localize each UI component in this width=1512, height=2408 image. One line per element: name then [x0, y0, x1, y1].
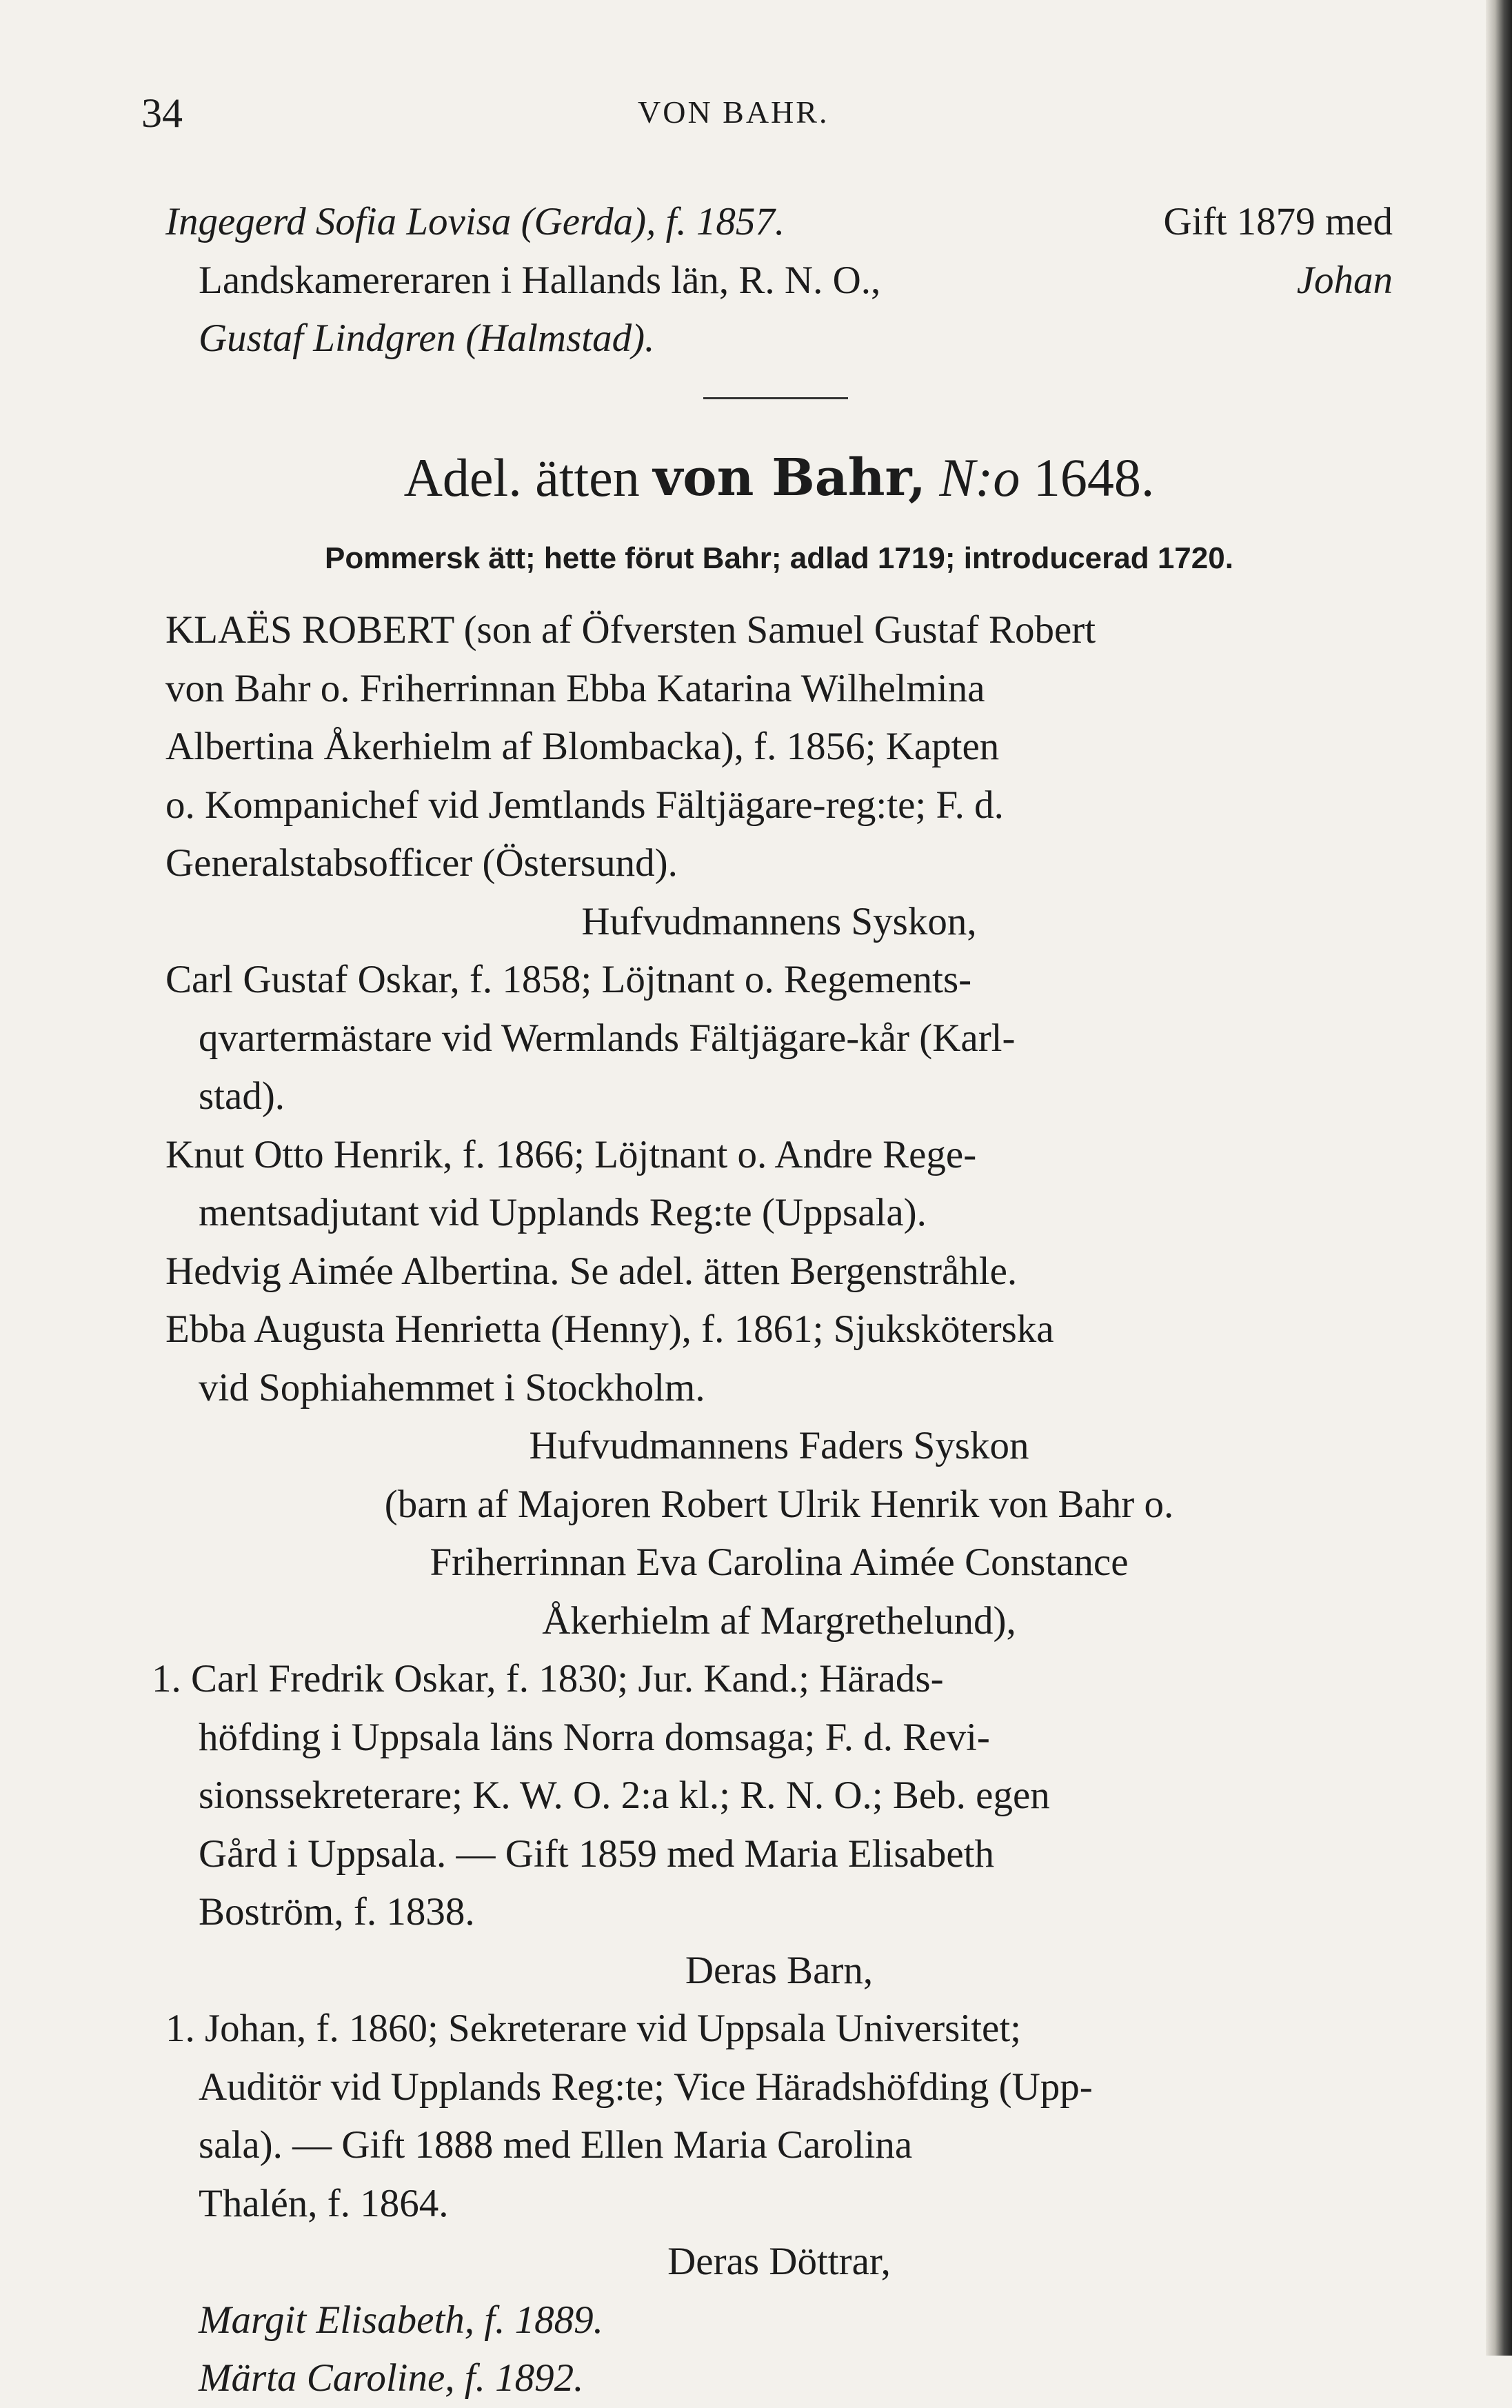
text-line: [165, 1359, 1393, 1418]
text-line: [152, 1650, 1393, 1709]
text-line: [165, 2058, 1393, 2117]
text-line: [165, 1592, 1393, 1651]
text-line: [165, 1825, 1393, 1884]
text-line: [165, 1067, 1393, 1126]
text-line: [165, 1883, 1393, 1942]
page-edge: [1486, 0, 1512, 2356]
text-line: [165, 1767, 1393, 1825]
siblings-heading: Hufvudmannens Syskon,: [581, 899, 977, 943]
head-text: o. Kompanichef vid Jemtlands Fältjägare-reg:te; F. d.: [165, 783, 1004, 827]
text-line: [165, 776, 1393, 835]
family-note-text: Pommersk ätt; hette förut Bahr; adlad 1719; introducerad 1720.: [325, 541, 1233, 575]
head-text: von Bahr o. Friherrinnan Ebba Katarina Wilhelmina: [165, 666, 985, 710]
entry-text: Boström, f. 1838.: [199, 1890, 475, 1934]
children-heading: Deras Barn,: [685, 1948, 874, 1992]
child-text: 1. Johan, f. 1860; Sekreterare vid Uppsala Universitet;: [165, 2007, 1022, 2050]
section-heading: [165, 893, 1393, 952]
sibling-text: stad).: [199, 1074, 285, 1118]
section-heading: [165, 2233, 1393, 2291]
family-number-label: N:o: [939, 447, 1020, 508]
head-text: KLAËS ROBERT (son af Öfversten Samuel Gustaf Robert: [165, 608, 1096, 652]
head-text: Albertina Åkerhielm af Blombacka), f. 1856; Kapten: [165, 725, 1000, 768]
text-line: [165, 2349, 1393, 2408]
text-line: [165, 2291, 1393, 2350]
page-header: [141, 90, 1403, 145]
previous-entry-text: Ingegerd Sofia Lovisa (Gerda), f. 1857.: [165, 200, 785, 243]
parent-text: Friherrinnan Eva Carolina Aimée Constance: [430, 1541, 1129, 1584]
entry-text: Gård i Uppsala. — Gift 1859 med Maria Elisabeth: [199, 1832, 994, 1876]
text-line: [165, 1534, 1393, 1592]
family-heading-prefix: Adel. ätten: [403, 447, 640, 508]
text-line: [165, 1476, 1393, 1534]
head-text: Generalstabsofficer (Östersund).: [165, 841, 678, 885]
text-line: [165, 252, 1393, 310]
parent-text: (barn af Majoren Robert Ulrik Henrik von Bahr o.: [384, 1482, 1174, 1526]
daughter-text: Märta Caroline, f. 1892.: [199, 2356, 584, 2400]
parent-text: Åkerhielm af Margrethelund),: [542, 1598, 1016, 1643]
text-line: [165, 601, 1393, 660]
text-line: [165, 2116, 1393, 2175]
sibling-text: Ebba Augusta Henrietta (Henny), f. 1861; Sjuksköterska: [165, 1307, 1054, 1351]
text-line: [165, 1243, 1393, 1301]
sibling-text: mentsadjutant vid Upplands Reg:te (Uppsala).: [199, 1191, 927, 1234]
sibling-text: Carl Gustaf Oskar, f. 1858; Löjtnant o. Regements-: [165, 958, 972, 1001]
text-line: [165, 1184, 1393, 1243]
sibling-text: Hedvig Aimée Albertina. Se adel. ätten Bergenstråhle.: [165, 1249, 1018, 1293]
page-number: 34: [141, 90, 183, 136]
family-heading: [165, 426, 1393, 530]
entry-text: 1. Carl Fredrik Oskar, f. 1830; Jur. Kand.; Härads-: [152, 1657, 944, 1700]
child-text: sala). — Gift 1888 med Ellen Maria Carolina: [199, 2123, 913, 2167]
child-text: Thalén, f. 1864.: [199, 2181, 449, 2225]
previous-entry-text: Gift 1879 med: [1163, 200, 1393, 243]
family-number: 1648.: [1033, 447, 1155, 508]
text-line: [165, 2175, 1393, 2234]
text-line: [165, 310, 1393, 368]
previous-entry-text: Gustaf Lindgren (Halmstad).: [199, 317, 655, 360]
family-note: [165, 530, 1393, 588]
fathers-siblings-heading: Hufvudmannens Faders Syskon: [529, 1424, 1029, 1467]
text-line: [165, 951, 1393, 1010]
running-title: VON BAHR.: [638, 94, 829, 130]
separator-rule: [703, 397, 848, 399]
child-text: Auditör vid Upplands Reg:te; Vice Häradshöfding (Upp-: [199, 2065, 1093, 2109]
text-line: [165, 193, 1393, 252]
sibling-text: Knut Otto Henrik, f. 1866; Löjtnant o. Andre Rege-: [165, 1132, 977, 1176]
entry-text: höfding i Uppsala läns Norra domsaga; F. d. Revi-: [199, 1715, 990, 1759]
section-heading: [165, 1942, 1393, 2000]
text-line: [165, 1709, 1393, 1767]
sibling-text: vid Sophiahemmet i Stockholm.: [199, 1365, 705, 1409]
text-line: [165, 1126, 1393, 1185]
section-heading: [165, 1417, 1393, 1476]
daughter-text: Margit Elisabeth, f. 1889.: [199, 2298, 603, 2342]
separator: [165, 368, 1393, 426]
family-name: von Bahr,: [653, 448, 926, 508]
text-line: [165, 2000, 1393, 2058]
daughters-heading: Deras Döttrar,: [667, 2240, 891, 2283]
text-line: [165, 1301, 1393, 1359]
previous-entry-text: Johan: [1296, 258, 1393, 302]
previous-entry-text: Landskamereraren i Hallands län, R. N. O.,: [199, 258, 881, 302]
text-line: [165, 660, 1393, 719]
page-body: [152, 193, 1393, 2408]
text-line: [165, 718, 1393, 776]
text-line: [165, 834, 1393, 893]
text-line: [165, 1010, 1393, 1068]
sibling-text: qvartermästare vid Wermlands Fältjägare-kår (Karl-: [199, 1016, 1016, 1060]
entry-text: sionssekreterare; K. W. O. 2:a kl.; R. N. O.; Beb. egen: [199, 1774, 1050, 1817]
